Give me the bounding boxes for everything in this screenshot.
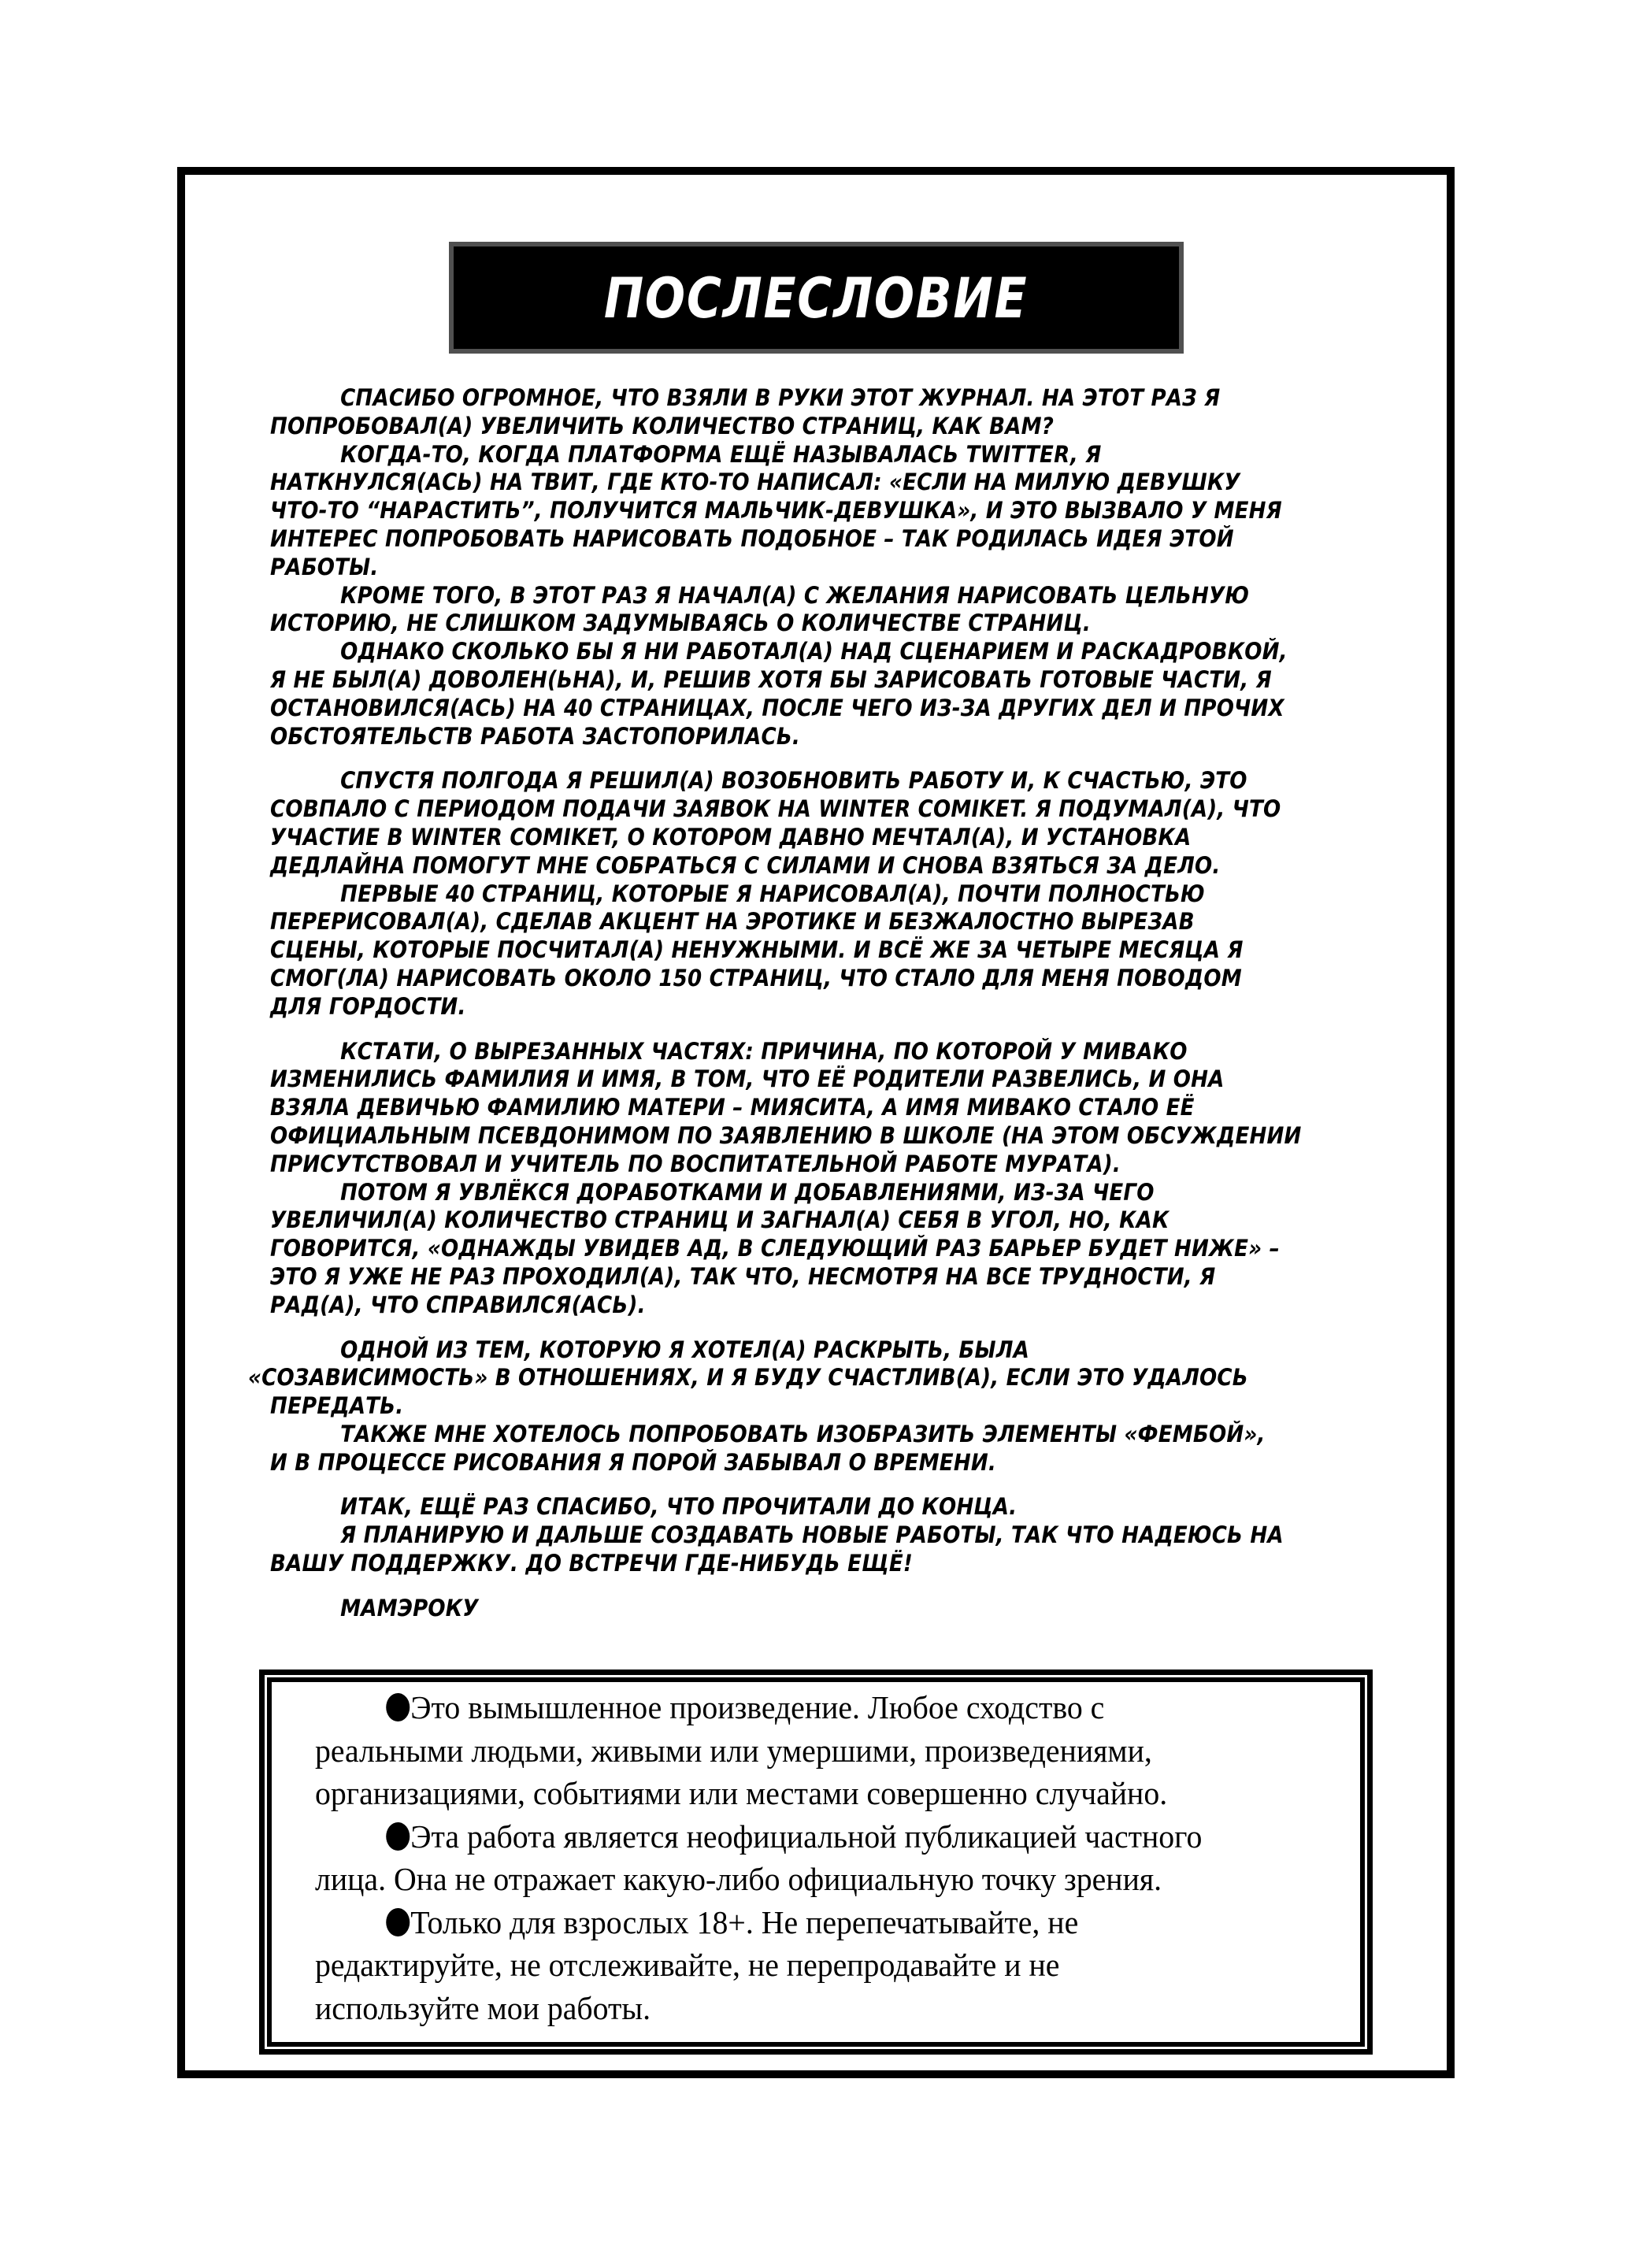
disclaimer-line-text: редактируйте, не отслеживайте, не перепродавайте и не (315, 1947, 1060, 1983)
text-line: ЭТО Я УЖЕ НЕ РАЗ ПРОХОДИЛ(А), ТАК ЧТО, НЕСМОТРЯ НА ВСЕ ТРУДНОСТИ, Я (270, 1262, 1216, 1290)
text-line: СЦЕНЫ, КОТОРЫЕ ПОСЧИТАЛ(А) НЕНУЖНЫМИ. И ВСЁ ЖЕ ЗА ЧЕТЫРЕ МЕСЯЦА Я (270, 936, 1244, 964)
text-line: ДЕДЛАЙНА ПОМОГУТ МНЕ СОБРАТЬСЯ С СИЛАМИ И СНОВА ВЗЯТЬСЯ ЗА ДЕЛО. (270, 851, 1221, 879)
text-line: ВЗЯЛА ДЕВИЧЬЮ ФАМИЛИЮ МАТЕРИ – МИЯСИТА, А ИМЯ МИВАКО СТАЛО ЕЁ (270, 1094, 1195, 1121)
disclaimer-line-text: реальными людьми, живыми или умершими, произведениями, (315, 1732, 1152, 1769)
paragraph-group (270, 1038, 1373, 1320)
paragraph-group (270, 384, 1373, 750)
paragraph-gap (270, 750, 1373, 767)
text-line: ГОВОРИТСЯ, «ОДНАЖДЫ УВИДЕВ АД, В СЛЕДУЮЩИЙ РАЗ БАРЬЕР БУДЕТ НИЖЕ» – (270, 1235, 1280, 1262)
text-line: ПЕРЕДАТЬ. (270, 1392, 404, 1420)
paragraph-gap (270, 1320, 1373, 1336)
disclaimer-line-text: Это вымышленное произведение. Любое сходство с (410, 1689, 1105, 1725)
text-line: ПОТОМ Я УВЛЁКСЯ ДОРАБОТКАМИ И ДОБАВЛЕНИЯМИ, ИЗ-ЗА ЧЕГО (340, 1178, 1155, 1206)
text-line: ОФИЦИАЛЬНЫМ ПСЕВДОНИМОМ ПО ЗАЯВЛЕНИЮ В ШКОЛЕ (НА ЭТОМ ОБСУЖДЕНИИ (270, 1121, 1302, 1149)
text-line: ИТАК, ЕЩЁ РАЗ СПАСИБО, ЧТО ПРОЧИТАЛИ ДО КОНЦА. (340, 1493, 1018, 1521)
disclaimer-line (315, 1815, 1308, 1858)
text-line: ИСТОРИЮ, НЕ СЛИШКОМ ЗАДУМЫВАЯСЬ О КОЛИЧЕСТВЕ СТРАНИЦ. (270, 610, 1091, 637)
disclaimer-text (315, 1686, 1339, 2029)
text-line: ПРИСУТСТВОВАЛ И УЧИТЕЛЬ ПО ВОСПИТАТЕЛЬНОЙ РАБОТЕ МУРАТА). (270, 1150, 1121, 1177)
disclaimer-line (315, 1944, 1308, 1987)
disclaimer-item (315, 1901, 1339, 2030)
text-line: УВЕЛИЧИЛ(А) КОЛИЧЕСТВО СТРАНИЦ И ЗАГНАЛ(А) СЕБЯ В УГОЛ, НО, КАК (270, 1206, 1170, 1234)
title-banner (449, 242, 1184, 354)
disclaimer-line (315, 1901, 1308, 1944)
paragraph-group (270, 767, 1373, 1021)
text-line: КОГДА-ТО, КОГДА ПЛАТФОРМА ЕЩЁ НАЗЫВАЛАСЬ TWITTER, Я (340, 440, 1102, 468)
text-line: КСТАТИ, О ВЫРЕЗАННЫХ ЧАСТЯХ: ПРИЧИНА, ПО КОТОРОЙ У МИВАКО (340, 1037, 1188, 1065)
paragraph-gap (270, 1477, 1373, 1493)
bullet-icon (386, 1822, 410, 1851)
paragraph-group (270, 1493, 1373, 1577)
text-line: Я ПЛАНИРУЮ И ДАЛЬШЕ СОЗДАВАТЬ НОВЫЕ РАБОТЫ, ТАК ЧТО НАДЕЮСЬ НА (340, 1521, 1284, 1549)
author-signature: МАМЭРОКУ (340, 1594, 479, 1621)
text-line: ОДНОЙ ИЗ ТЕМ, КОТОРУЮ Я ХОТЕЛ(А) РАСКРЫТЬ, БЫЛА (340, 1336, 1029, 1363)
text-line: СОВПАЛО С ПЕРИОДОМ ПОДАЧИ ЗАЯВОК НА WINTER COMIKET. Я ПОДУМАЛ(А), ЧТО (270, 795, 1281, 823)
text-line: СПУСТЯ ПОЛГОДА Я РЕШИЛ(А) ВОЗОБНОВИТЬ РАБОТУ И, К СЧАСТЬЮ, ЭТО (340, 767, 1247, 795)
text-line: И В ПРОЦЕССЕ РИСОВАНИЯ Я ПОРОЙ ЗАБЫВАЛ О ВРЕМЕНИ. (270, 1448, 996, 1476)
text-line: ОСТАНОВИЛСЯ(АСЬ) НА 40 СТРАНИЦАХ, ПОСЛЕ ЧЕГО ИЗ-ЗА ДРУГИХ ДЕЛ И ПРОЧИХ (270, 694, 1284, 721)
afterword-body (248, 384, 1373, 1623)
disclaimer-line (315, 1772, 1308, 1815)
bullet-icon (386, 1908, 410, 1936)
disclaimer-line-text: Эта работа является неофициальной публикацией частного (410, 1818, 1203, 1855)
text-line: «СОЗАВИСИМОСТЬ» В ОТНОШЕНИЯХ, И Я БУДУ СЧАСТЛИВ(А), ЕСЛИ ЭТО УДАЛОСЬ (248, 1364, 1248, 1392)
page-title: ПОСЛЕСЛОВИЕ (604, 266, 1029, 331)
text-line: ИНТЕРЕС ПОПРОБОВАТЬ НАРИСОВАТЬ ПОДОБНОЕ – ТАК РОДИЛАСЬ ИДЕЯ ЭТОЙ (270, 524, 1234, 552)
text-line: ПОПРОБОВАЛ(А) УВЕЛИЧИТЬ КОЛИЧЕСТВО СТРАНИЦ, КАК ВАМ? (270, 412, 1055, 439)
text-line: ЧТО-ТО “НАРАСТИТЬ”, ПОЛУЧИТСЯ МАЛЬЧИК-ДЕВУШКА», И ЭТО ВЫЗВАЛО У МЕНЯ (270, 497, 1282, 524)
disclaimer-line-text: используйте мои работы. (315, 1989, 651, 2026)
paragraph-gap (270, 1578, 1373, 1595)
disclaimer-item (315, 1686, 1339, 1815)
disclaimer-line-text: Только для взрослых 18+. Не перепечатывайте, не (410, 1903, 1079, 1940)
text-line: УЧАСТИЕ В WINTER COMIKET, О КОТОРОМ ДАВНО МЕЧТАЛ(А), И УСТАНОВКА (270, 823, 1192, 850)
disclaimer-line-text: лица. Она не отражает какую-либо официальную точку зрения. (315, 1861, 1162, 1897)
disclaimer-line (315, 1686, 1308, 1729)
text-line: ПЕРЕРИСОВАЛ(А), СДЕЛАВ АКЦЕНТ НА ЭРОТИКЕ И БЕЗЖАЛОСТНО ВЫРЕЗАВ (270, 908, 1195, 936)
disclaimer-line (315, 1858, 1308, 1901)
text-line: ПЕРВЫЕ 40 СТРАНИЦ, КОТОРЫЕ Я НАРИСОВАЛ(А), ПОЧТИ ПОЛНОСТЬЮ (340, 880, 1205, 907)
text-line: НАТКНУЛСЯ(АСЬ) НА ТВИТ, ГДЕ КТО-ТО НАПИСАЛ: «ЕСЛИ НА МИЛУЮ ДЕВУШКУ (270, 469, 1240, 496)
text-line: СПАСИБО ОГРОМНОЕ, ЧТО ВЗЯЛИ В РУКИ ЭТОТ ЖУРНАЛ. НА ЭТОТ РАЗ Я (340, 384, 1221, 411)
text-line: РАБОТЫ. (270, 553, 379, 580)
text-line: ДЛЯ ГОРДОСТИ. (270, 992, 466, 1020)
disclaimer-line (315, 1729, 1308, 1773)
text-line: КРОМЕ ТОГО, В ЭТОТ РАЗ Я НАЧАЛ(А) С ЖЕЛАНИЯ НАРИСОВАТЬ ЦЕЛЬНУЮ (340, 581, 1250, 609)
disclaimer-item (315, 1815, 1339, 1901)
disclaimer-line (315, 1987, 1308, 2030)
paragraph-group (248, 1336, 1373, 1477)
text-line: СМОГ(ЛА) НАРИСОВАТЬ ОКОЛО 150 СТРАНИЦ, ЧТО СТАЛО ДЛЯ МЕНЯ ПОВОДОМ (270, 964, 1242, 991)
bullet-icon (386, 1693, 410, 1721)
text-line: Я НЕ БЫЛ(А) ДОВОЛЕН(ЬНА), И, РЕШИВ ХОТЯ БЫ ЗАРИСОВАТЬ ГОТОВЫЕ ЧАСТИ, Я (270, 665, 1272, 693)
text-line: ОБСТОЯТЕЛЬСТВ РАБОТА ЗАСТОПОРИЛАСЬ. (270, 722, 801, 750)
text-line: ВАШУ ПОДДЕРЖКУ. ДО ВСТРЕЧИ ГДЕ-НИБУДЬ ЕЩЁ! (270, 1550, 913, 1577)
disclaimer-line-text: организациями, событиями или местами совершенно случайно. (315, 1775, 1168, 1811)
text-line: ИЗМЕНИЛИСЬ ФАМИЛИЯ И ИМЯ, В ТОМ, ЧТО ЕЁ РОДИТЕЛИ РАЗВЕЛИСЬ, И ОНА (270, 1065, 1225, 1093)
text-line: ТАКЖЕ МНЕ ХОТЕЛОСЬ ПОПРОБОВАТЬ ИЗОБРАЗИТЬ ЭЛЕМЕНТЫ «ФЕМБОЙ», (340, 1420, 1266, 1447)
paragraph-gap (270, 1021, 1373, 1038)
text-line: ОДНАКО СКОЛЬКО БЫ Я НИ РАБОТАЛ(А) НАД СЦЕНАРИЕМ И РАСКАДРОВКОЙ, (340, 638, 1288, 665)
text-line: РАД(А), ЧТО СПРАВИЛСЯ(АСЬ). (270, 1291, 646, 1318)
